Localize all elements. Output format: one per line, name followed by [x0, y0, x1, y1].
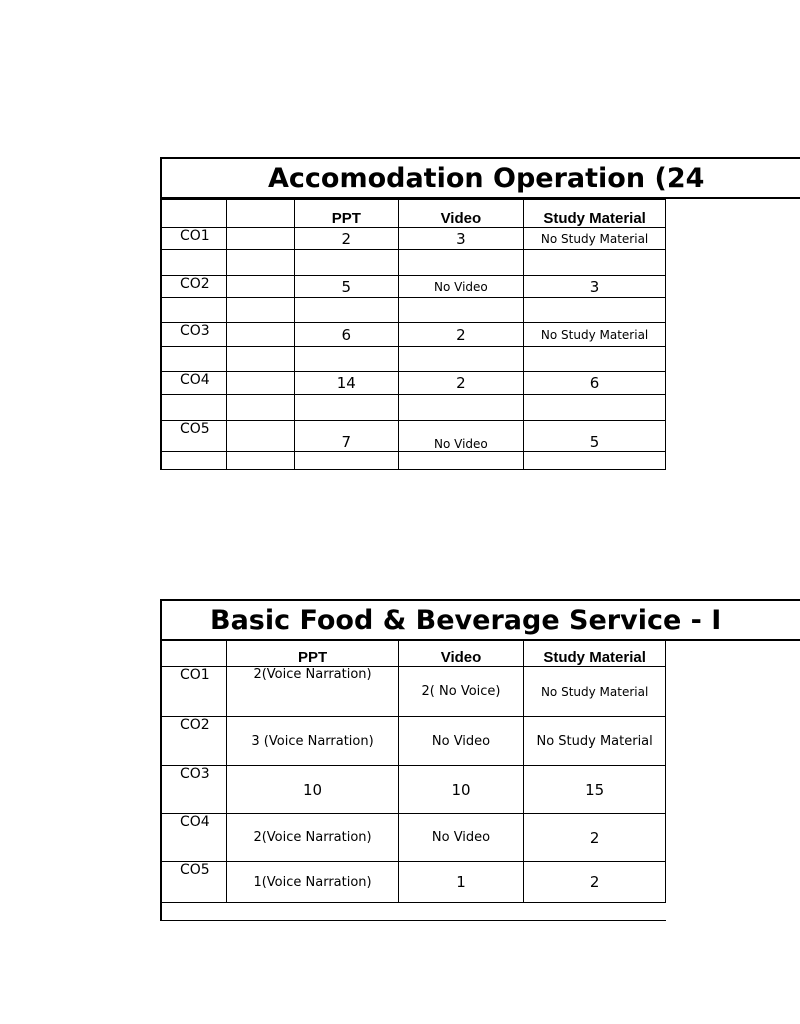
- spacer-row: [161, 250, 666, 276]
- header-row: [161, 200, 666, 228]
- title-text: Accomodation Operation (24: [268, 163, 705, 194]
- accomodation-operation-sheet: [160, 157, 705, 472]
- ppt-cell: 2: [295, 228, 399, 250]
- ppt-cell: 2(Voice Narration): [227, 667, 398, 717]
- study-cell: 2: [524, 862, 666, 903]
- video-cell: 10: [398, 766, 523, 814]
- ppt-cell: 6: [295, 323, 399, 347]
- accomodation-table: [160, 199, 666, 470]
- spacer-row: [161, 347, 666, 372]
- blank-cell: [227, 276, 295, 298]
- video-cell: No Video: [398, 717, 523, 766]
- ppt-cell: 14: [295, 372, 399, 395]
- title-text: Basic Food & Beverage Service - I: [210, 605, 722, 636]
- basic-food-beverage-sheet: [160, 599, 722, 923]
- study-cell: No Study Material: [524, 667, 666, 717]
- co-label: CO3: [161, 323, 227, 347]
- sheet-title: [160, 157, 800, 199]
- table-row: [161, 372, 666, 395]
- ppt-cell: 1(Voice Narration): [227, 862, 398, 903]
- header-cell-blank: [161, 200, 227, 228]
- header-cell-blank: [227, 200, 295, 228]
- co-label: CO4: [161, 814, 227, 862]
- header-ppt: PPT: [295, 200, 399, 228]
- blank-cell: [227, 323, 295, 347]
- study-cell: 2: [524, 814, 666, 862]
- study-cell: No Study Material: [524, 717, 666, 766]
- video-cell: 2: [398, 323, 524, 347]
- study-cell: 6: [524, 372, 666, 395]
- blank-cell: [227, 421, 295, 452]
- study-cell: 3: [524, 276, 666, 298]
- table-row: [161, 814, 666, 862]
- study-cell: 5: [524, 421, 666, 452]
- ppt-cell: 5: [295, 276, 399, 298]
- spacer-row: [161, 903, 666, 921]
- table-row: [161, 421, 666, 452]
- co-label: CO4: [161, 372, 227, 395]
- table-row: [161, 323, 666, 347]
- video-cell: No Video: [398, 814, 523, 862]
- video-cell: 2: [398, 372, 524, 395]
- co-label: CO1: [161, 228, 227, 250]
- co-label: CO2: [161, 276, 227, 298]
- video-cell: 3: [398, 228, 524, 250]
- video-cell: No Video: [398, 276, 524, 298]
- table-row: [161, 228, 666, 250]
- ppt-cell: 10: [227, 766, 398, 814]
- header-video: Video: [398, 641, 523, 667]
- ppt-cell: 2(Voice Narration): [227, 814, 398, 862]
- video-cell: 2( No Voice): [398, 667, 523, 717]
- sheet-title: [160, 599, 800, 641]
- video-cell: No Video: [398, 421, 524, 452]
- table-row: [161, 667, 666, 717]
- header-ppt: PPT: [227, 641, 398, 667]
- co-label: CO5: [161, 862, 227, 903]
- co-label: CO1: [161, 667, 227, 717]
- spacer-row: [161, 452, 666, 470]
- study-cell: 15: [524, 766, 666, 814]
- video-cell: 1: [398, 862, 523, 903]
- study-cell: No Study Material: [524, 323, 666, 347]
- header-study-material: Study Material: [524, 200, 666, 228]
- spacer-row: [161, 395, 666, 421]
- table-row: [161, 276, 666, 298]
- table-row: [161, 717, 666, 766]
- header-cell-blank: [161, 641, 227, 667]
- table-row: [161, 862, 666, 903]
- header-row: [161, 641, 666, 667]
- header-video: Video: [398, 200, 524, 228]
- co-label: CO2: [161, 717, 227, 766]
- co-label: CO3: [161, 766, 227, 814]
- ppt-cell: 3 (Voice Narration): [227, 717, 398, 766]
- header-study-material: Study Material: [524, 641, 666, 667]
- ppt-cell: 7: [295, 421, 399, 452]
- spacer-row: [161, 298, 666, 323]
- food-beverage-table: [160, 640, 666, 921]
- study-cell: No Study Material: [524, 228, 666, 250]
- blank-cell: [227, 372, 295, 395]
- table-row: [161, 766, 666, 814]
- co-label: CO5: [161, 421, 227, 452]
- blank-cell: [227, 228, 295, 250]
